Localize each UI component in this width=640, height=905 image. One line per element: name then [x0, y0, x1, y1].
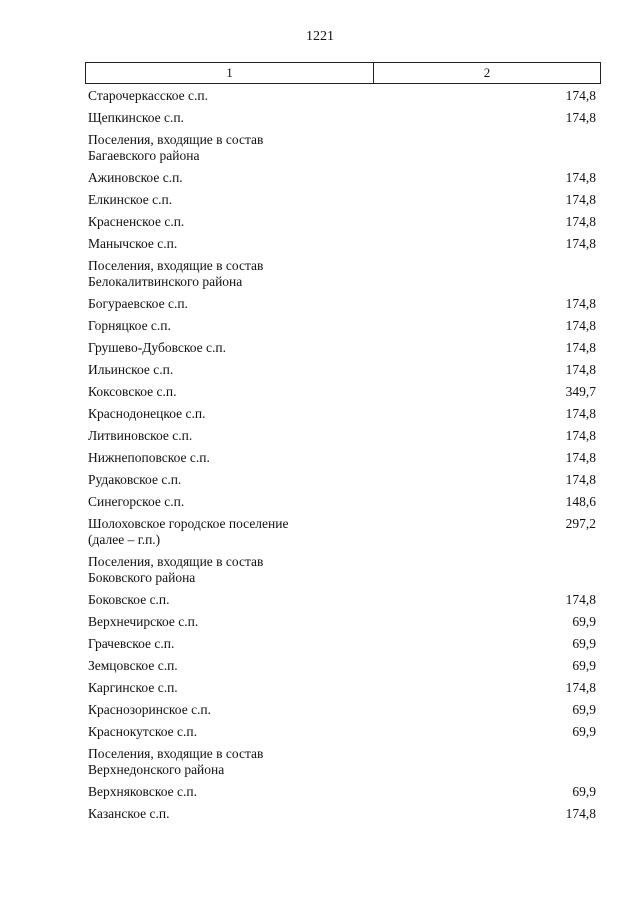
settlement-value: 69,9	[572, 614, 596, 629]
table-row	[88, 447, 596, 469]
settlement-name: Краснодонецкое с.п.	[88, 406, 206, 421]
settlement-name: Красненское с.п.	[88, 214, 185, 229]
settlement-value: 297,2	[565, 516, 596, 531]
table-row	[88, 425, 596, 447]
settlement-name: Поселения, входящие в состав Верхнедонского района	[88, 746, 264, 777]
settlement-name: Шолоховское городское поселение (далее – г.п.)	[88, 516, 289, 547]
settlement-value: 69,9	[572, 784, 596, 799]
table-body	[88, 85, 596, 825]
settlement-value: 174,8	[565, 296, 596, 311]
settlement-value: 148,6	[565, 494, 596, 509]
table-row	[88, 781, 596, 803]
settlement-name: Казанское с.п.	[88, 806, 170, 821]
table-row	[88, 359, 596, 381]
table-row	[88, 233, 596, 255]
settlement-value: 349,7	[565, 384, 596, 399]
header-col-1: 1	[86, 63, 374, 83]
settlement-name: Верхнечирское с.п.	[88, 614, 199, 629]
settlement-value: 69,9	[572, 636, 596, 651]
table-row	[88, 85, 596, 107]
table-row	[88, 315, 596, 337]
table-row	[88, 611, 596, 633]
settlement-name: Поселения, входящие в состав Багаевского района	[88, 132, 264, 163]
header-col-2: 2	[483, 65, 491, 80]
settlement-name: Нижнепоповское с.п.	[88, 450, 210, 465]
table-row	[88, 107, 596, 129]
settlement-name: Каргинское с.п.	[88, 680, 178, 695]
table-row	[88, 403, 596, 425]
settlement-value: 174,8	[565, 192, 596, 207]
settlement-name: Литвиновское с.п.	[88, 428, 193, 443]
settlement-value: 174,8	[565, 406, 596, 421]
settlement-value: 174,8	[565, 170, 596, 185]
settlement-name: Грачевское с.п.	[88, 636, 175, 651]
table-group-heading	[88, 129, 596, 167]
settlement-value: 174,8	[565, 428, 596, 443]
table-row	[88, 293, 596, 315]
settlement-value: 69,9	[572, 724, 596, 739]
table-row	[88, 211, 596, 233]
settlement-name: Рудаковское с.п.	[88, 472, 182, 487]
settlement-value: 174,8	[565, 110, 596, 125]
settlement-name: Щепкинское с.п.	[88, 110, 184, 125]
settlement-value: 174,8	[565, 340, 596, 355]
settlement-value: 174,8	[565, 236, 596, 251]
settlement-name: Богураевское с.п.	[88, 296, 188, 311]
table-row	[88, 337, 596, 359]
settlement-name: Поселения, входящие в состав Боковского района	[88, 554, 264, 585]
settlement-name: Елкинское с.п.	[88, 192, 173, 207]
settlement-value: 174,8	[565, 362, 596, 377]
table-row	[88, 381, 596, 403]
settlement-name: Грушево-Дубовское с.п.	[88, 340, 226, 355]
settlement-name: Ажиновское с.п.	[88, 170, 183, 185]
table-row	[88, 469, 596, 491]
settlement-name: Коксовское с.п.	[88, 384, 177, 399]
table-row	[88, 491, 596, 513]
table-group-heading	[88, 255, 596, 293]
settlement-value: 174,8	[565, 450, 596, 465]
table-row	[88, 167, 596, 189]
settlement-name: Манычское с.п.	[88, 236, 178, 251]
settlement-value: 174,8	[565, 472, 596, 487]
settlement-name: Краснозоринское с.п.	[88, 702, 212, 717]
table-row	[88, 699, 596, 721]
settlement-name: Поселения, входящие в состав Белокалитвинского района	[88, 258, 264, 289]
settlement-value: 69,9	[572, 702, 596, 717]
table-row	[88, 677, 596, 699]
settlement-name: Земцовское с.п.	[88, 658, 178, 673]
table-row	[88, 513, 596, 551]
table-row	[88, 803, 596, 825]
table-row	[88, 189, 596, 211]
table-header	[85, 62, 601, 84]
settlement-name: Краснокутское с.п.	[88, 724, 198, 739]
settlement-value: 174,8	[565, 592, 596, 607]
settlement-value: 174,8	[565, 88, 596, 103]
settlement-value: 174,8	[565, 214, 596, 229]
settlement-name: Синегорское с.п.	[88, 494, 185, 509]
settlement-value: 69,9	[572, 658, 596, 673]
settlement-name: Боковское с.п.	[88, 592, 170, 607]
table-group-heading	[88, 743, 596, 781]
table-row	[88, 655, 596, 677]
settlement-name: Ильинское с.п.	[88, 362, 174, 377]
table-row	[88, 589, 596, 611]
table-row	[88, 633, 596, 655]
settlement-value: 174,8	[565, 680, 596, 695]
table-row	[88, 721, 596, 743]
settlement-name: Верхняковское с.п.	[88, 784, 197, 799]
settlement-name: Горняцкое с.п.	[88, 318, 171, 333]
settlement-value: 174,8	[565, 318, 596, 333]
settlement-value: 174,8	[565, 806, 596, 821]
table-group-heading	[88, 551, 596, 589]
page-number: 1221	[306, 29, 334, 44]
settlement-name: Старочеркасское с.п.	[88, 88, 209, 103]
